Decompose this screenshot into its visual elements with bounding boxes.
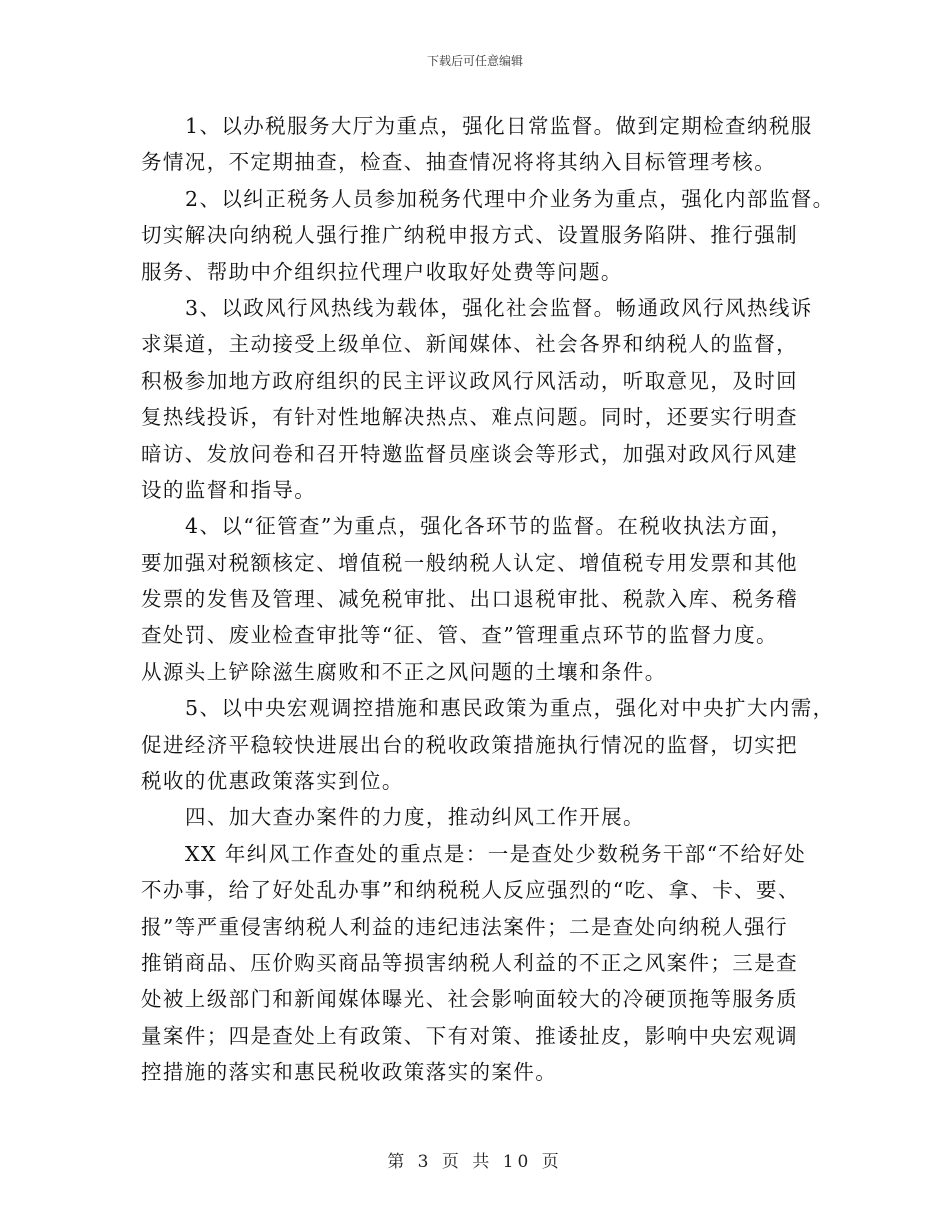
text-line: 查处罚、废业检查审批等“征、管、查”管理重点环节的监督力度。 — [141, 623, 778, 648]
document-body — [141, 108, 835, 1091]
text-line: 控措施的落实和惠民税收政策落实的案件。 — [141, 1060, 558, 1085]
text-line: 四、加大查办案件的力度，推动纠风工作开展。 — [185, 805, 645, 830]
text-line: 1、以办税服务大厅为重点，强化日常监督。做到定期检查纳税服 — [185, 114, 813, 138]
page-header: 下载后可任意编辑 — [426, 54, 523, 68]
text-line: 3、以政风行风热线为载体，强化社会监督。畅通政风行风热线诉 — [185, 295, 813, 320]
text-line: 服务、帮助中介组织拉代理户收取好处费等问题。 — [141, 259, 623, 284]
text-line: 量案件；四是查处上有政策、下有对策、推诿扯皮，影响中央宏观调 — [141, 1023, 798, 1048]
text-line: 积极参加地方政府组织的民主评议政风行风活动，听取意见，及时回 — [141, 368, 798, 393]
text-line: 4、以“征管查”为重点，强化各环节的监督。在税收执法方面， — [185, 514, 793, 539]
text-line: XX 年纠风工作查处的重点是：一是查处少数税务干部“不给好处 — [185, 841, 807, 866]
text-line: 报”等严重侵害纳税人利益的违纪违法案件；二是查处向纳税人强行 — [141, 914, 788, 939]
text-line: 发票的发售及管理、减免税审批、出口退税审批、税款入库、税务稽 — [141, 587, 798, 612]
text-line: 2、以纠正税务人员参加税务代理中介业务为重点，强化内部监督。 — [185, 186, 835, 211]
text-line: 税收的优惠政策落实到位。 — [141, 769, 404, 794]
text-line: 从源头上铲除滋生腐败和不正之风问题的土壤和条件。 — [141, 659, 667, 684]
text-line: 设的监督和指导。 — [141, 477, 317, 502]
text-line: 推销商品、压价购买商品等损害纳税人利益的不正之风案件；三是查 — [141, 950, 798, 975]
text-line: 求渠道，主动接受上级单位、新闻媒体、社会各界和纳税人的监督， — [141, 332, 798, 357]
text-line: 切实解决向纳税人强行推广纳税申报方式、设置服务陷阱、推行强制 — [141, 223, 798, 248]
text-line: 处被上级部门和新闻媒体曝光、社会影响面较大的冷硬顶拖等服务质 — [141, 987, 798, 1012]
text-line: 务情况，不定期抽查，检查、抽查情况将将其纳入目标管理考核。 — [141, 150, 777, 175]
page-footer: 第 3 页 共 10 页 — [387, 1152, 563, 1172]
text-line: 促进经济平稳较快进展出台的税收政策措施执行情况的监督，切实把 — [141, 732, 798, 757]
text-line: 5、以中央宏观调控措施和惠民政策为重点，强化对中央扩大内需， — [185, 696, 835, 721]
text-line: 不办事，给了好处乱办事”和纳税税人反应强烈的“吃、拿、卡、要、 — [141, 878, 800, 903]
text-line: 复热线投诉，有针对性地解决热点、难点问题。同时，还要实行明查 — [141, 405, 798, 430]
text-line: 要加强对税额核定、增值税一般纳税人认定、增值税专用发票和其他 — [141, 550, 798, 575]
text-line: 暗访、发放问卷和召开特邀监督员座谈会等形式，加强对政风行风建 — [141, 441, 798, 466]
